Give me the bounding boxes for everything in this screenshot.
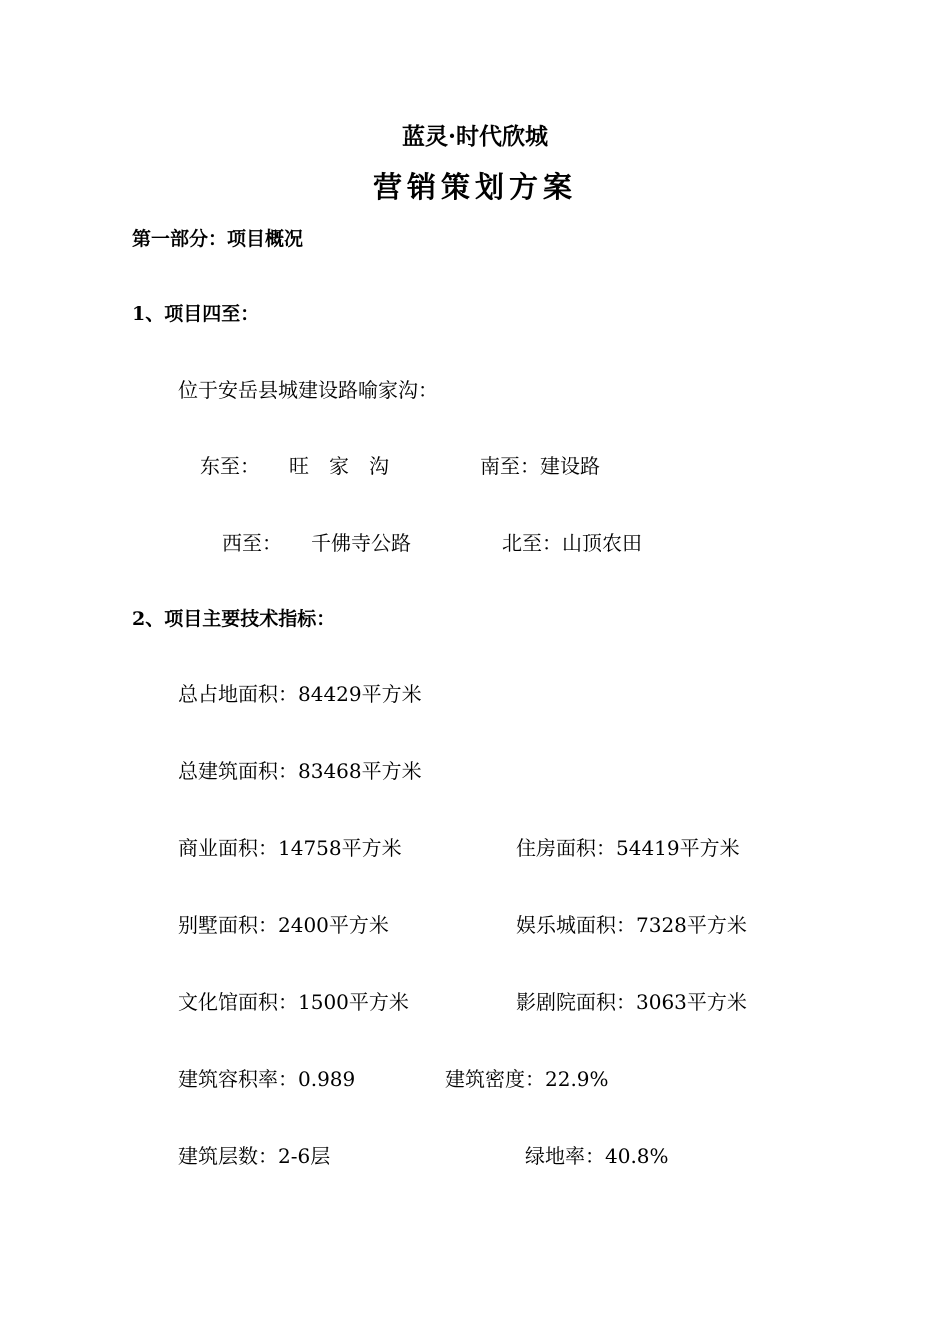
south-boundary: 南至：建设路 [480, 454, 600, 478]
building-floors: 建筑层数：2-6层 [178, 1144, 331, 1168]
north-boundary: 北至：山顶农田 [502, 531, 642, 555]
theater-area: 影剧院面积：3063平方米 [516, 990, 747, 1014]
west-value: 千佛寺公路 [311, 531, 411, 555]
document-title: 蓝灵·时代欣城 [401, 123, 548, 150]
east-value: 旺 家 沟 [289, 454, 389, 478]
document-subtitle: 营销策划方案 [372, 170, 577, 204]
east-label: 东至： [200, 454, 260, 478]
part1-heading: 第一部分：项目概况 [132, 228, 304, 250]
residential-area: 住房面积：54419平方米 [516, 836, 740, 860]
green-ratio: 绿地率：40.8% [525, 1144, 669, 1168]
total-building-area: 总建筑面积：83468平方米 [178, 759, 422, 783]
villa-area: 别墅面积：2400平方米 [178, 913, 389, 937]
section1-heading: 1、项目四至： [132, 303, 260, 325]
west-label: 西至： [222, 531, 282, 555]
culture-area: 文化馆面积：1500平方米 [178, 990, 409, 1014]
entertainment-area: 娱乐城面积：7328平方米 [516, 913, 747, 937]
location-text: 位于安岳县城建设路喻家沟： [178, 378, 438, 402]
plot-ratio: 建筑容积率：0.989 [178, 1067, 356, 1091]
building-density: 建筑密度：22.9% [445, 1067, 609, 1091]
total-land-area: 总占地面积：84429平方米 [178, 682, 422, 706]
commercial-area: 商业面积：14758平方米 [178, 836, 402, 860]
section2-heading: 2、项目主要技术指标： [132, 608, 336, 630]
